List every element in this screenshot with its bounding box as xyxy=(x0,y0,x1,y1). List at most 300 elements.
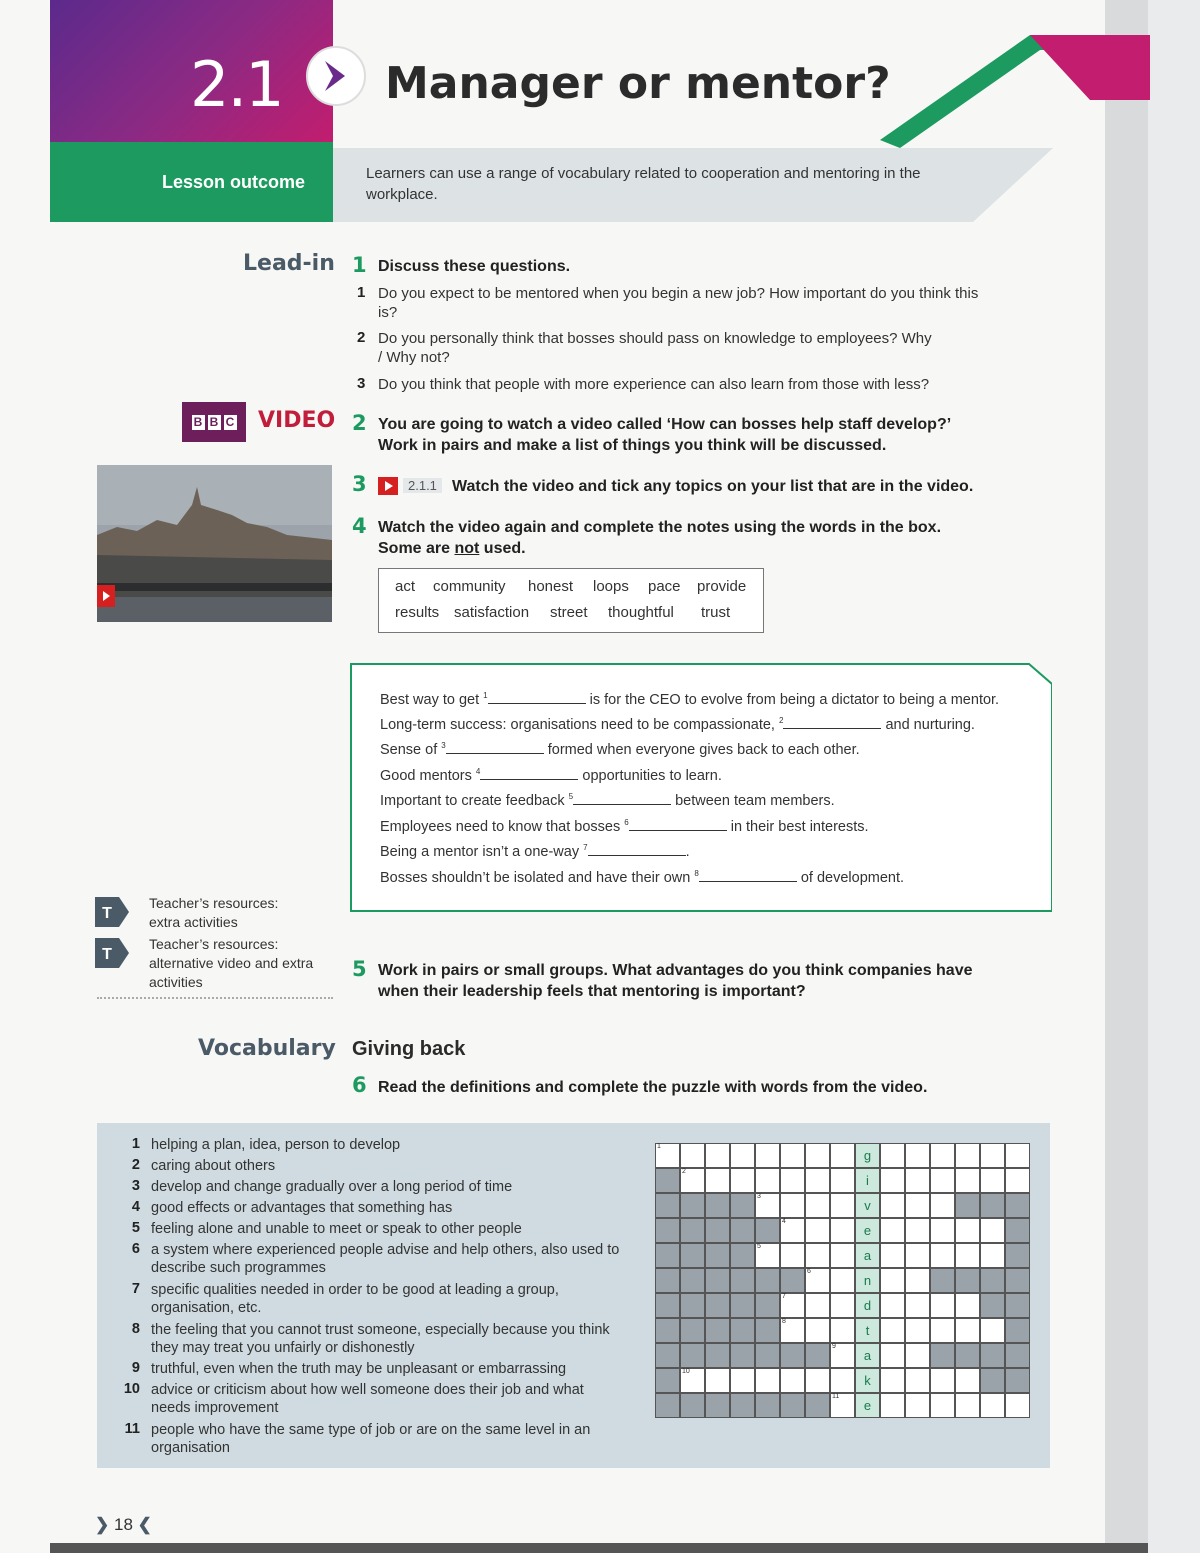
crossword-cell[interactable] xyxy=(755,1168,780,1193)
word-item: community xyxy=(433,578,506,595)
crossword-cell[interactable] xyxy=(930,1318,955,1343)
answer-blank[interactable] xyxy=(588,842,686,856)
crossword-cell[interactable] xyxy=(655,1393,680,1418)
task-instruction-part: used. xyxy=(479,540,526,557)
note-text: Bosses shouldn’t be isolated and have their own xyxy=(380,870,695,886)
crossword-cell[interactable] xyxy=(730,1268,755,1293)
unit-number: 2.1 xyxy=(190,48,283,121)
page-number-text: 18 xyxy=(113,1515,133,1534)
crossword-cell[interactable] xyxy=(655,1268,680,1293)
clue-number: 1 xyxy=(131,1136,140,1152)
section-vocabulary: Vocabulary xyxy=(198,1036,336,1061)
note-line xyxy=(380,817,869,835)
cell-number: 1 xyxy=(657,1143,661,1150)
task-instruction: Watch the video and tick any topics on your list that are in the video. xyxy=(452,478,974,495)
crossword-cell[interactable] xyxy=(680,1268,705,1293)
crossword-cell[interactable] xyxy=(930,1143,955,1168)
crossword-cell[interactable] xyxy=(805,1343,830,1368)
task-instruction: You are going to watch a video called ‘How can bosses help staff develop?’ Work in pairs and make a list of things you think will be discussed. xyxy=(378,416,951,454)
crossword-cell[interactable] xyxy=(730,1393,755,1418)
crossword-cell[interactable] xyxy=(955,1293,980,1318)
note-line xyxy=(380,868,904,886)
crossword-cell[interactable] xyxy=(755,1343,780,1368)
crossword-cell[interactable] xyxy=(780,1368,805,1393)
crossword-cell[interactable] xyxy=(980,1293,1005,1318)
resource-line: alternative video and extra xyxy=(149,955,314,971)
clue-number: 11 xyxy=(124,1421,140,1437)
clue-number: 5 xyxy=(131,1220,140,1236)
play-icon[interactable] xyxy=(378,477,398,495)
crossword-cell[interactable] xyxy=(680,1168,705,1193)
crossword-cell[interactable] xyxy=(680,1393,705,1418)
crossword-cell[interactable] xyxy=(655,1343,680,1368)
crossword-cell[interactable] xyxy=(905,1168,930,1193)
bbc-letter: C xyxy=(224,415,237,430)
crossword-cell[interactable] xyxy=(780,1243,805,1268)
crossword-cell[interactable] xyxy=(805,1143,830,1168)
note-text: Important to create feedback xyxy=(380,793,569,809)
crossword-cell[interactable] xyxy=(805,1193,830,1218)
crossword-cell[interactable] xyxy=(980,1318,1005,1343)
word-item: thoughtful xyxy=(608,604,674,621)
crossword-cell[interactable] xyxy=(980,1143,1005,1168)
crossword-cell[interactable] xyxy=(930,1293,955,1318)
crossword-cell[interactable] xyxy=(1005,1268,1030,1293)
crossword-cell[interactable] xyxy=(955,1393,980,1418)
answer-blank[interactable] xyxy=(783,715,881,729)
word-item: trust xyxy=(701,604,731,621)
question-text: Do you personally think that bosses should pass on knowledge to employees? Why / Why not? xyxy=(378,330,932,366)
resource-line: Teacher’s resources: xyxy=(149,895,279,911)
word-item: honest xyxy=(528,578,574,595)
crossword-cell[interactable] xyxy=(780,1193,805,1218)
note-text: is for the CEO to evolve from being a dictator to being a mentor. xyxy=(585,692,1000,708)
crossword-grid xyxy=(655,1143,1030,1429)
blank-number: 2 xyxy=(778,716,784,726)
note-text: formed when everyone gives back to each other. xyxy=(543,742,860,758)
crossword-cell[interactable] xyxy=(730,1368,755,1393)
crossword-cell[interactable] xyxy=(905,1143,930,1168)
crossword-cell[interactable] xyxy=(880,1293,905,1318)
crossword-cell[interactable] xyxy=(955,1343,980,1368)
crossword-cell[interactable] xyxy=(880,1243,905,1268)
clue-number: 10 xyxy=(123,1381,140,1397)
crossword-cell[interactable] xyxy=(1005,1343,1030,1368)
crossword-cell[interactable] xyxy=(755,1193,780,1218)
page-edge-inner xyxy=(1148,0,1200,1553)
crossword-cell[interactable] xyxy=(980,1193,1005,1218)
crossword-cell[interactable] xyxy=(730,1218,755,1243)
crossword-cell[interactable] xyxy=(930,1168,955,1193)
resource-icon-letter: T xyxy=(102,905,112,922)
blank-number: 7 xyxy=(583,843,588,853)
clue-number: 8 xyxy=(131,1321,140,1337)
cell-number: 10 xyxy=(682,1368,690,1375)
note-line xyxy=(380,842,690,860)
crossword-cell[interactable] xyxy=(905,1343,930,1368)
crossword-cell[interactable] xyxy=(955,1143,980,1168)
note-line xyxy=(380,740,860,758)
clue-number: 2 xyxy=(131,1157,140,1173)
clue-text: advice or criticism about how well someone does their job and what needs improvement xyxy=(151,1382,584,1416)
note-text: in their best interests. xyxy=(726,819,869,835)
blank-number: 1 xyxy=(483,691,488,701)
crossword-cell[interactable] xyxy=(680,1243,705,1268)
blank-number: 5 xyxy=(568,792,574,802)
crossword-cell[interactable] xyxy=(930,1368,955,1393)
crossword-cell[interactable] xyxy=(830,1318,855,1343)
crossword-cell[interactable] xyxy=(930,1268,955,1293)
video-thumbnail[interactable] xyxy=(97,465,332,622)
note-text: . xyxy=(685,844,690,860)
page-number xyxy=(95,1515,152,1535)
crossword-cell[interactable] xyxy=(705,1193,730,1218)
crossword-cell[interactable] xyxy=(830,1268,855,1293)
note-line xyxy=(380,690,999,708)
crossword-cell[interactable] xyxy=(880,1268,905,1293)
crossword-cell[interactable] xyxy=(730,1168,755,1193)
crossword-cell[interactable] xyxy=(1005,1218,1030,1243)
cell-number: 3 xyxy=(757,1193,761,1200)
crossword-cell[interactable] xyxy=(980,1243,1005,1268)
crossword-cell[interactable] xyxy=(930,1393,955,1418)
note-text: opportunities to learn. xyxy=(578,768,722,784)
crossword-cell[interactable] xyxy=(705,1143,730,1168)
crossword-cell[interactable]: n xyxy=(855,1268,880,1293)
answer-blank[interactable] xyxy=(573,791,671,805)
crossword-cell[interactable] xyxy=(780,1218,805,1243)
crossword-cell[interactable] xyxy=(905,1218,930,1243)
crossword-cell[interactable] xyxy=(730,1293,755,1318)
cell-number: 6 xyxy=(807,1268,811,1275)
crossword-cell[interactable] xyxy=(1005,1243,1030,1268)
crossword-cell[interactable] xyxy=(705,1293,730,1318)
crossword-cell[interactable] xyxy=(755,1268,780,1293)
task-number: 4 xyxy=(352,514,367,538)
crossword-cell[interactable] xyxy=(880,1318,905,1343)
video-code: 2.1.1 xyxy=(403,478,442,493)
word-item: pace xyxy=(648,578,681,595)
crossword-cell[interactable] xyxy=(805,1268,830,1293)
crossword-cell[interactable] xyxy=(980,1168,1005,1193)
teacher-resource-icon[interactable] xyxy=(95,938,129,968)
crossword-cell[interactable] xyxy=(930,1218,955,1243)
clue-text: caring about others xyxy=(151,1158,276,1174)
crossword-cell[interactable] xyxy=(880,1343,905,1368)
crossword-cell[interactable] xyxy=(880,1193,905,1218)
blank-number: 8 xyxy=(694,869,699,879)
task-instruction: Watch the video again and complete the notes using the words in the box. xyxy=(378,519,942,536)
crossword-cell[interactable] xyxy=(930,1193,955,1218)
crossword-cell[interactable] xyxy=(730,1343,755,1368)
crossword-cell[interactable] xyxy=(880,1218,905,1243)
task-number: 5 xyxy=(352,957,367,981)
crossword-cell[interactable] xyxy=(880,1143,905,1168)
crossword-cell[interactable] xyxy=(780,1393,805,1418)
cell-number: 11 xyxy=(832,1393,840,1400)
task-instruction-note xyxy=(378,538,526,559)
note-line xyxy=(380,715,975,733)
page-title: Manager or mentor? xyxy=(385,58,891,109)
task-instruction-part: Some are xyxy=(378,540,455,557)
crossword-cell[interactable] xyxy=(830,1343,855,1368)
crossword-cell[interactable] xyxy=(830,1143,855,1168)
crossword-cell[interactable] xyxy=(1005,1293,1030,1318)
crossword-cell[interactable] xyxy=(680,1143,705,1168)
crossword-cell[interactable] xyxy=(830,1368,855,1393)
blank-number: 3 xyxy=(441,741,446,751)
crossword-cell[interactable] xyxy=(680,1193,705,1218)
crossword-cell[interactable] xyxy=(980,1218,1005,1243)
crossword-cell[interactable] xyxy=(905,1393,930,1418)
note-text: and nurturing. xyxy=(881,717,975,733)
task-instruction: Discuss these questions. xyxy=(378,258,571,275)
crossword-cell[interactable] xyxy=(755,1393,780,1418)
crossword-cell[interactable] xyxy=(880,1393,905,1418)
clue-number: 3 xyxy=(131,1178,140,1194)
crossword-cell[interactable] xyxy=(905,1193,930,1218)
crossword-cell[interactable] xyxy=(980,1393,1005,1418)
crossword-cell[interactable] xyxy=(830,1193,855,1218)
resource-line: Teacher’s resources: xyxy=(149,936,279,952)
clue-text: good effects or advantages that something has xyxy=(151,1200,453,1216)
outcome-text: Learners can use a range of vocabulary related to cooperation and mentoring in the workplace. xyxy=(366,165,921,203)
crossword-cell[interactable] xyxy=(830,1218,855,1243)
word-item: street xyxy=(550,604,588,621)
crossword-cell[interactable] xyxy=(705,1268,730,1293)
cell-number: 8 xyxy=(782,1318,786,1325)
crossword-cell[interactable] xyxy=(755,1368,780,1393)
crossword-cell[interactable] xyxy=(655,1218,680,1243)
crossword-cell[interactable] xyxy=(955,1218,980,1243)
word-item: satisfaction xyxy=(454,604,530,621)
crossword-cell[interactable] xyxy=(755,1218,780,1243)
crossword-cell[interactable] xyxy=(830,1393,855,1418)
crossword-cell[interactable] xyxy=(1005,1193,1030,1218)
crossword-cell[interactable] xyxy=(705,1393,730,1418)
crossword-cell[interactable] xyxy=(805,1393,830,1418)
crossword-cell[interactable] xyxy=(905,1368,930,1393)
note-line xyxy=(380,766,722,784)
teacher-resource-icon[interactable] xyxy=(95,897,129,927)
cell-number: 2 xyxy=(682,1168,686,1175)
note-text: Employees need to know that bosses xyxy=(380,819,625,835)
crossword-cell[interactable]: i xyxy=(855,1168,880,1193)
question-number: 3 xyxy=(357,375,366,392)
crossword-cell[interactable] xyxy=(830,1293,855,1318)
crossword-cell[interactable] xyxy=(655,1368,680,1393)
crossword-cell[interactable]: a xyxy=(855,1343,880,1368)
word-item: act xyxy=(395,578,416,595)
crossword-cell[interactable] xyxy=(655,1143,680,1168)
crossword-cell[interactable] xyxy=(930,1243,955,1268)
emphasis-not: not xyxy=(454,540,480,557)
question-text: Do you think that people with more experience can also learn from those with less? xyxy=(378,376,930,393)
task-number: 2 xyxy=(352,411,367,435)
task-number: 1 xyxy=(352,253,367,277)
crossword-cell[interactable]: e xyxy=(855,1393,880,1418)
crossword-cell[interactable] xyxy=(780,1268,805,1293)
crossword-cell[interactable] xyxy=(655,1293,680,1318)
crossword-cell[interactable] xyxy=(780,1318,805,1343)
crossword-cell[interactable]: v xyxy=(855,1193,880,1218)
footer-bar xyxy=(50,1543,1148,1553)
crossword-cell[interactable] xyxy=(955,1193,980,1218)
crossword-cell[interactable] xyxy=(1005,1368,1030,1393)
crossword-cell[interactable] xyxy=(730,1193,755,1218)
crossword-cell[interactable]: e xyxy=(855,1218,880,1243)
clue-text: the feeling that you cannot trust someone, especially because you think they may treat you unfairly or dishonestly xyxy=(151,1322,610,1356)
task-instruction: Read the definitions and complete the puzzle with words from the video. xyxy=(378,1079,928,1096)
answer-blank[interactable] xyxy=(699,868,797,882)
crossword-cell[interactable] xyxy=(830,1243,855,1268)
crossword-cell[interactable] xyxy=(980,1368,1005,1393)
clue-text: a system where experienced people advise and help others, also used to describe such programmes xyxy=(151,1242,620,1276)
vocabulary-heading: Giving back xyxy=(352,1038,466,1060)
video-label: VIDEO xyxy=(258,408,336,433)
crossword-cell[interactable] xyxy=(680,1368,705,1393)
crossword-cell[interactable] xyxy=(705,1368,730,1393)
outcome-label: Lesson outcome xyxy=(162,172,306,192)
note-text: between team members. xyxy=(671,793,835,809)
bbc-letter: B xyxy=(192,415,205,430)
crossword-cell[interactable] xyxy=(780,1143,805,1168)
crossword-cell[interactable] xyxy=(930,1343,955,1368)
crossword-cell[interactable] xyxy=(955,1368,980,1393)
clue-number: 4 xyxy=(131,1199,140,1215)
crossword-cell[interactable] xyxy=(730,1243,755,1268)
bbc-logo xyxy=(182,402,246,442)
note-line xyxy=(380,791,835,809)
clue-text: truthful, even when the truth may be unpleasant or embarrassing xyxy=(151,1361,567,1377)
crossword-cell[interactable] xyxy=(730,1318,755,1343)
crossword-cell[interactable] xyxy=(680,1343,705,1368)
crossword-cell[interactable] xyxy=(680,1218,705,1243)
crossword-cell[interactable] xyxy=(905,1243,930,1268)
crossword-cell[interactable] xyxy=(980,1268,1005,1293)
answer-blank[interactable] xyxy=(446,740,544,754)
crossword-cell[interactable] xyxy=(705,1218,730,1243)
crossword-cell[interactable] xyxy=(805,1168,830,1193)
crossword-cell[interactable] xyxy=(755,1293,780,1318)
crossword-cell[interactable] xyxy=(955,1243,980,1268)
crossword-cell[interactable] xyxy=(905,1293,930,1318)
crossword-cell[interactable] xyxy=(1005,1143,1030,1168)
crossword-cell[interactable]: a xyxy=(855,1243,880,1268)
crossword-cell[interactable] xyxy=(705,1243,730,1268)
crossword-cell[interactable]: d xyxy=(855,1293,880,1318)
resource-text xyxy=(149,935,313,992)
chevron-right-icon xyxy=(305,45,367,107)
answer-blank[interactable] xyxy=(480,766,578,780)
clue-number: 9 xyxy=(131,1360,140,1376)
task-number: 6 xyxy=(352,1073,367,1097)
word-box xyxy=(378,568,764,633)
blank-number: 4 xyxy=(475,767,481,777)
crossword-cell[interactable] xyxy=(955,1318,980,1343)
crossword-cell[interactable] xyxy=(880,1168,905,1193)
resource-line: extra activities xyxy=(149,914,238,930)
clue-text: people who have the same type of job or are on the same level in an organisation xyxy=(151,1422,591,1456)
crossword-cell[interactable] xyxy=(655,1243,680,1268)
answer-blank[interactable] xyxy=(488,690,586,704)
crossword-cell[interactable] xyxy=(805,1293,830,1318)
bbc-letter: B xyxy=(208,415,221,430)
word-item: results xyxy=(395,604,440,621)
clue-text: feeling alone and unable to meet or speak to other people xyxy=(151,1221,522,1237)
crossword-cell[interactable] xyxy=(805,1318,830,1343)
task-instruction: Work in pairs or small groups. What advantages do you think companies have when their leadership feels that mentoring is important? xyxy=(378,962,973,1000)
answer-blank[interactable] xyxy=(629,817,727,831)
crossword-cell[interactable] xyxy=(905,1318,930,1343)
crossword-cell[interactable] xyxy=(905,1268,930,1293)
crossword-cell[interactable] xyxy=(955,1168,980,1193)
crossword-cell[interactable] xyxy=(780,1168,805,1193)
crossword-cell[interactable]: t xyxy=(855,1318,880,1343)
crossword-cell[interactable] xyxy=(955,1268,980,1293)
crossword-cell[interactable] xyxy=(755,1243,780,1268)
crossword-cell[interactable] xyxy=(755,1318,780,1343)
crossword-cell[interactable] xyxy=(655,1168,680,1193)
resource-text xyxy=(149,894,278,932)
note-text: Best way to get xyxy=(380,692,484,708)
question-text: Do you expect to be mentored when you begin a new job? How important do you think this is? xyxy=(378,285,979,321)
crossword-cell[interactable] xyxy=(830,1168,855,1193)
crossword-cell[interactable]: k xyxy=(855,1368,880,1393)
blank-number: 6 xyxy=(624,818,629,828)
crossword-cell[interactable]: g xyxy=(855,1143,880,1168)
crossword-cell[interactable] xyxy=(1005,1168,1030,1193)
resource-line: activities xyxy=(149,974,203,990)
crossword-cell[interactable] xyxy=(755,1143,780,1168)
crossword-cell[interactable] xyxy=(805,1218,830,1243)
chevron-right-icon: ❯ xyxy=(95,1515,110,1534)
crossword-cell[interactable] xyxy=(1005,1318,1030,1343)
crossword-cell[interactable] xyxy=(705,1343,730,1368)
note-text: of development. xyxy=(796,870,905,886)
crossword-cell[interactable] xyxy=(655,1193,680,1218)
word-item: loops xyxy=(593,578,629,595)
cell-number: 7 xyxy=(782,1293,786,1300)
crossword-cell[interactable] xyxy=(1005,1393,1030,1418)
chevron-left-icon: ❮ xyxy=(137,1515,152,1534)
cell-number: 4 xyxy=(782,1218,786,1225)
crossword-cell[interactable] xyxy=(730,1143,755,1168)
clue-number: 7 xyxy=(131,1281,140,1297)
crossword-cell[interactable] xyxy=(805,1368,830,1393)
header-decoration xyxy=(880,30,1150,148)
city-skyline-image xyxy=(97,465,332,622)
note-text: Being a mentor isn’t a one-way xyxy=(380,844,584,860)
crossword-cell[interactable] xyxy=(980,1343,1005,1368)
section-lead-in: Lead-in xyxy=(243,251,335,276)
crossword-cell[interactable] xyxy=(705,1168,730,1193)
crossword-cell[interactable] xyxy=(780,1293,805,1318)
crossword-cell[interactable] xyxy=(880,1368,905,1393)
crossword-cell[interactable] xyxy=(805,1243,830,1268)
crossword-cell[interactable] xyxy=(655,1318,680,1343)
crossword-cell[interactable] xyxy=(680,1318,705,1343)
divider xyxy=(97,997,333,999)
crossword-cell[interactable] xyxy=(705,1318,730,1343)
note-text: Good mentors xyxy=(380,768,476,784)
task-number: 3 xyxy=(352,472,367,496)
crossword-cell[interactable] xyxy=(680,1293,705,1318)
resource-icon-letter: T xyxy=(102,946,112,963)
crossword-cell[interactable] xyxy=(780,1343,805,1368)
cell-number: 9 xyxy=(832,1343,836,1350)
word-item: provide xyxy=(697,578,747,595)
